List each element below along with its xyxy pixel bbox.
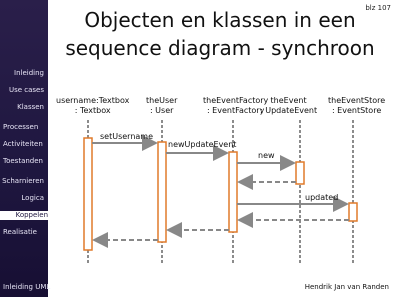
- object-label-theuser: theUser : User: [146, 96, 178, 115]
- activation-theuser: [158, 142, 166, 242]
- activation-theevent: [296, 162, 304, 184]
- sidebar-item-koppelen[interactable]: Koppelen: [0, 211, 54, 220]
- message-label-updated: updated: [305, 193, 339, 202]
- activation-username: [84, 138, 92, 250]
- object-label-theeventfactory: theEventFactory : EventFactory: [203, 96, 269, 115]
- title-line-1: Objecten en klassen in een: [84, 8, 356, 32]
- sidebar-item-activiteiten[interactable]: Activiteiten: [3, 140, 43, 148]
- message-label-newupdateevent: newUpdateEvent: [168, 140, 237, 149]
- sidebar-item-inleiding[interactable]: Inleiding: [14, 69, 44, 77]
- sidebar-item-scharnieren[interactable]: Scharnieren: [2, 177, 44, 185]
- slide-number: blz 107: [365, 4, 391, 12]
- footer-author: Hendrik Jan van Randen: [304, 283, 389, 291]
- activation-theeventstore: [349, 203, 357, 221]
- footer-course-name: Inleiding UML: [3, 283, 51, 291]
- object-label-username: username:Textbox : Textbox: [56, 96, 130, 115]
- object-label-theeventstore: theEventStore : EventStore: [328, 96, 386, 115]
- title-line-2: sequence diagram - synchroon: [65, 36, 375, 60]
- sidebar-item-processen[interactable]: Processen: [3, 123, 39, 131]
- sidebar-item-logica[interactable]: Logica: [21, 194, 44, 202]
- sidebar-item-realisatie[interactable]: Realisatie: [3, 228, 37, 236]
- sidebar-item-toestanden[interactable]: Toestanden: [3, 157, 43, 165]
- message-label-new: new: [258, 151, 275, 160]
- activation-theeventfactory: [229, 152, 237, 232]
- message-label-setusername: setUsername: [100, 132, 154, 141]
- object-label-theevent: theEvent : UpdateEvent: [260, 96, 318, 115]
- sidebar-item-klassen[interactable]: Klassen: [17, 103, 44, 111]
- sidebar-item-use-cases[interactable]: Use cases: [8, 86, 44, 94]
